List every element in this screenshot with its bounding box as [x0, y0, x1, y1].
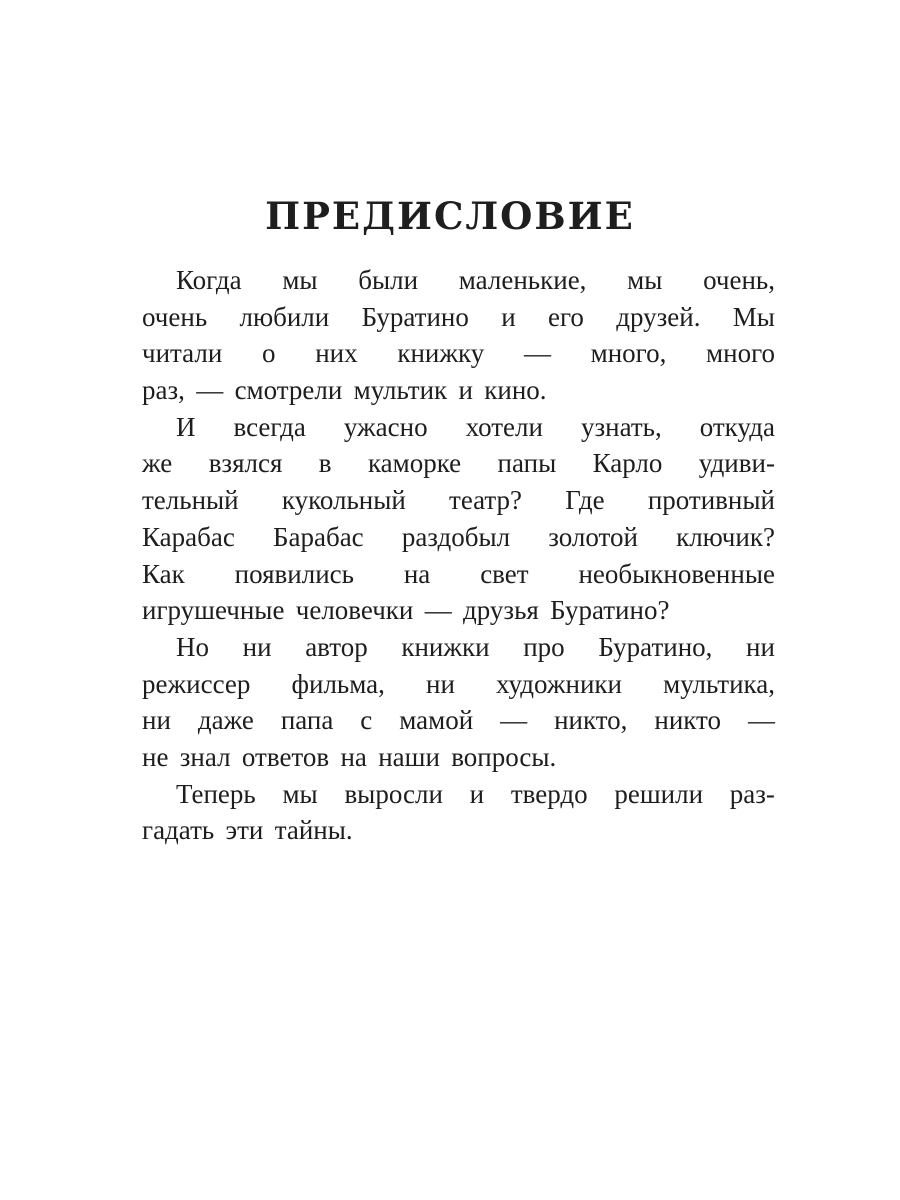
text-line: И всегда ужасно хотели узнать, откуда [176, 411, 775, 442]
paragraph [142, 409, 775, 629]
text-line: гадать эти тайны. [142, 815, 353, 846]
text-line: же взялся в каморке папы Карло удиви- [142, 448, 775, 479]
text-line: Как появились на свет необыкновенные [142, 558, 775, 589]
preface-text [142, 262, 775, 849]
text-line: Но ни автор книжки про Буратино, ни [176, 631, 775, 662]
text-line: Теперь мы выросли и твердо решили раз- [176, 778, 775, 809]
text-line: тельный кукольный театр? Где противный [142, 485, 775, 516]
text-line: не знал ответов на наши вопросы. [142, 741, 557, 772]
text-line: ни даже папа с мамой — никто, никто — [142, 705, 775, 736]
text-line: читали о них книжку — много, много [142, 338, 775, 369]
text-line: очень любили Буратино и его друзей. Мы [142, 301, 775, 332]
page-title: ПРЕДИСЛОВИЕ [265, 194, 635, 238]
text-line: Карабас Барабас раздобыл золотой ключик? [142, 521, 775, 552]
text-line: игрушечные человечки — друзья Буратино? [142, 595, 670, 626]
text-line: режиссер фильма, ни художники мультика, [142, 668, 775, 699]
paragraph [142, 776, 775, 849]
text-line: раз, — смотрели мультик и кино. [142, 375, 547, 406]
paragraph [142, 262, 775, 409]
paragraph [142, 629, 775, 776]
text-line: Когда мы были маленькие, мы очень, [176, 265, 775, 295]
